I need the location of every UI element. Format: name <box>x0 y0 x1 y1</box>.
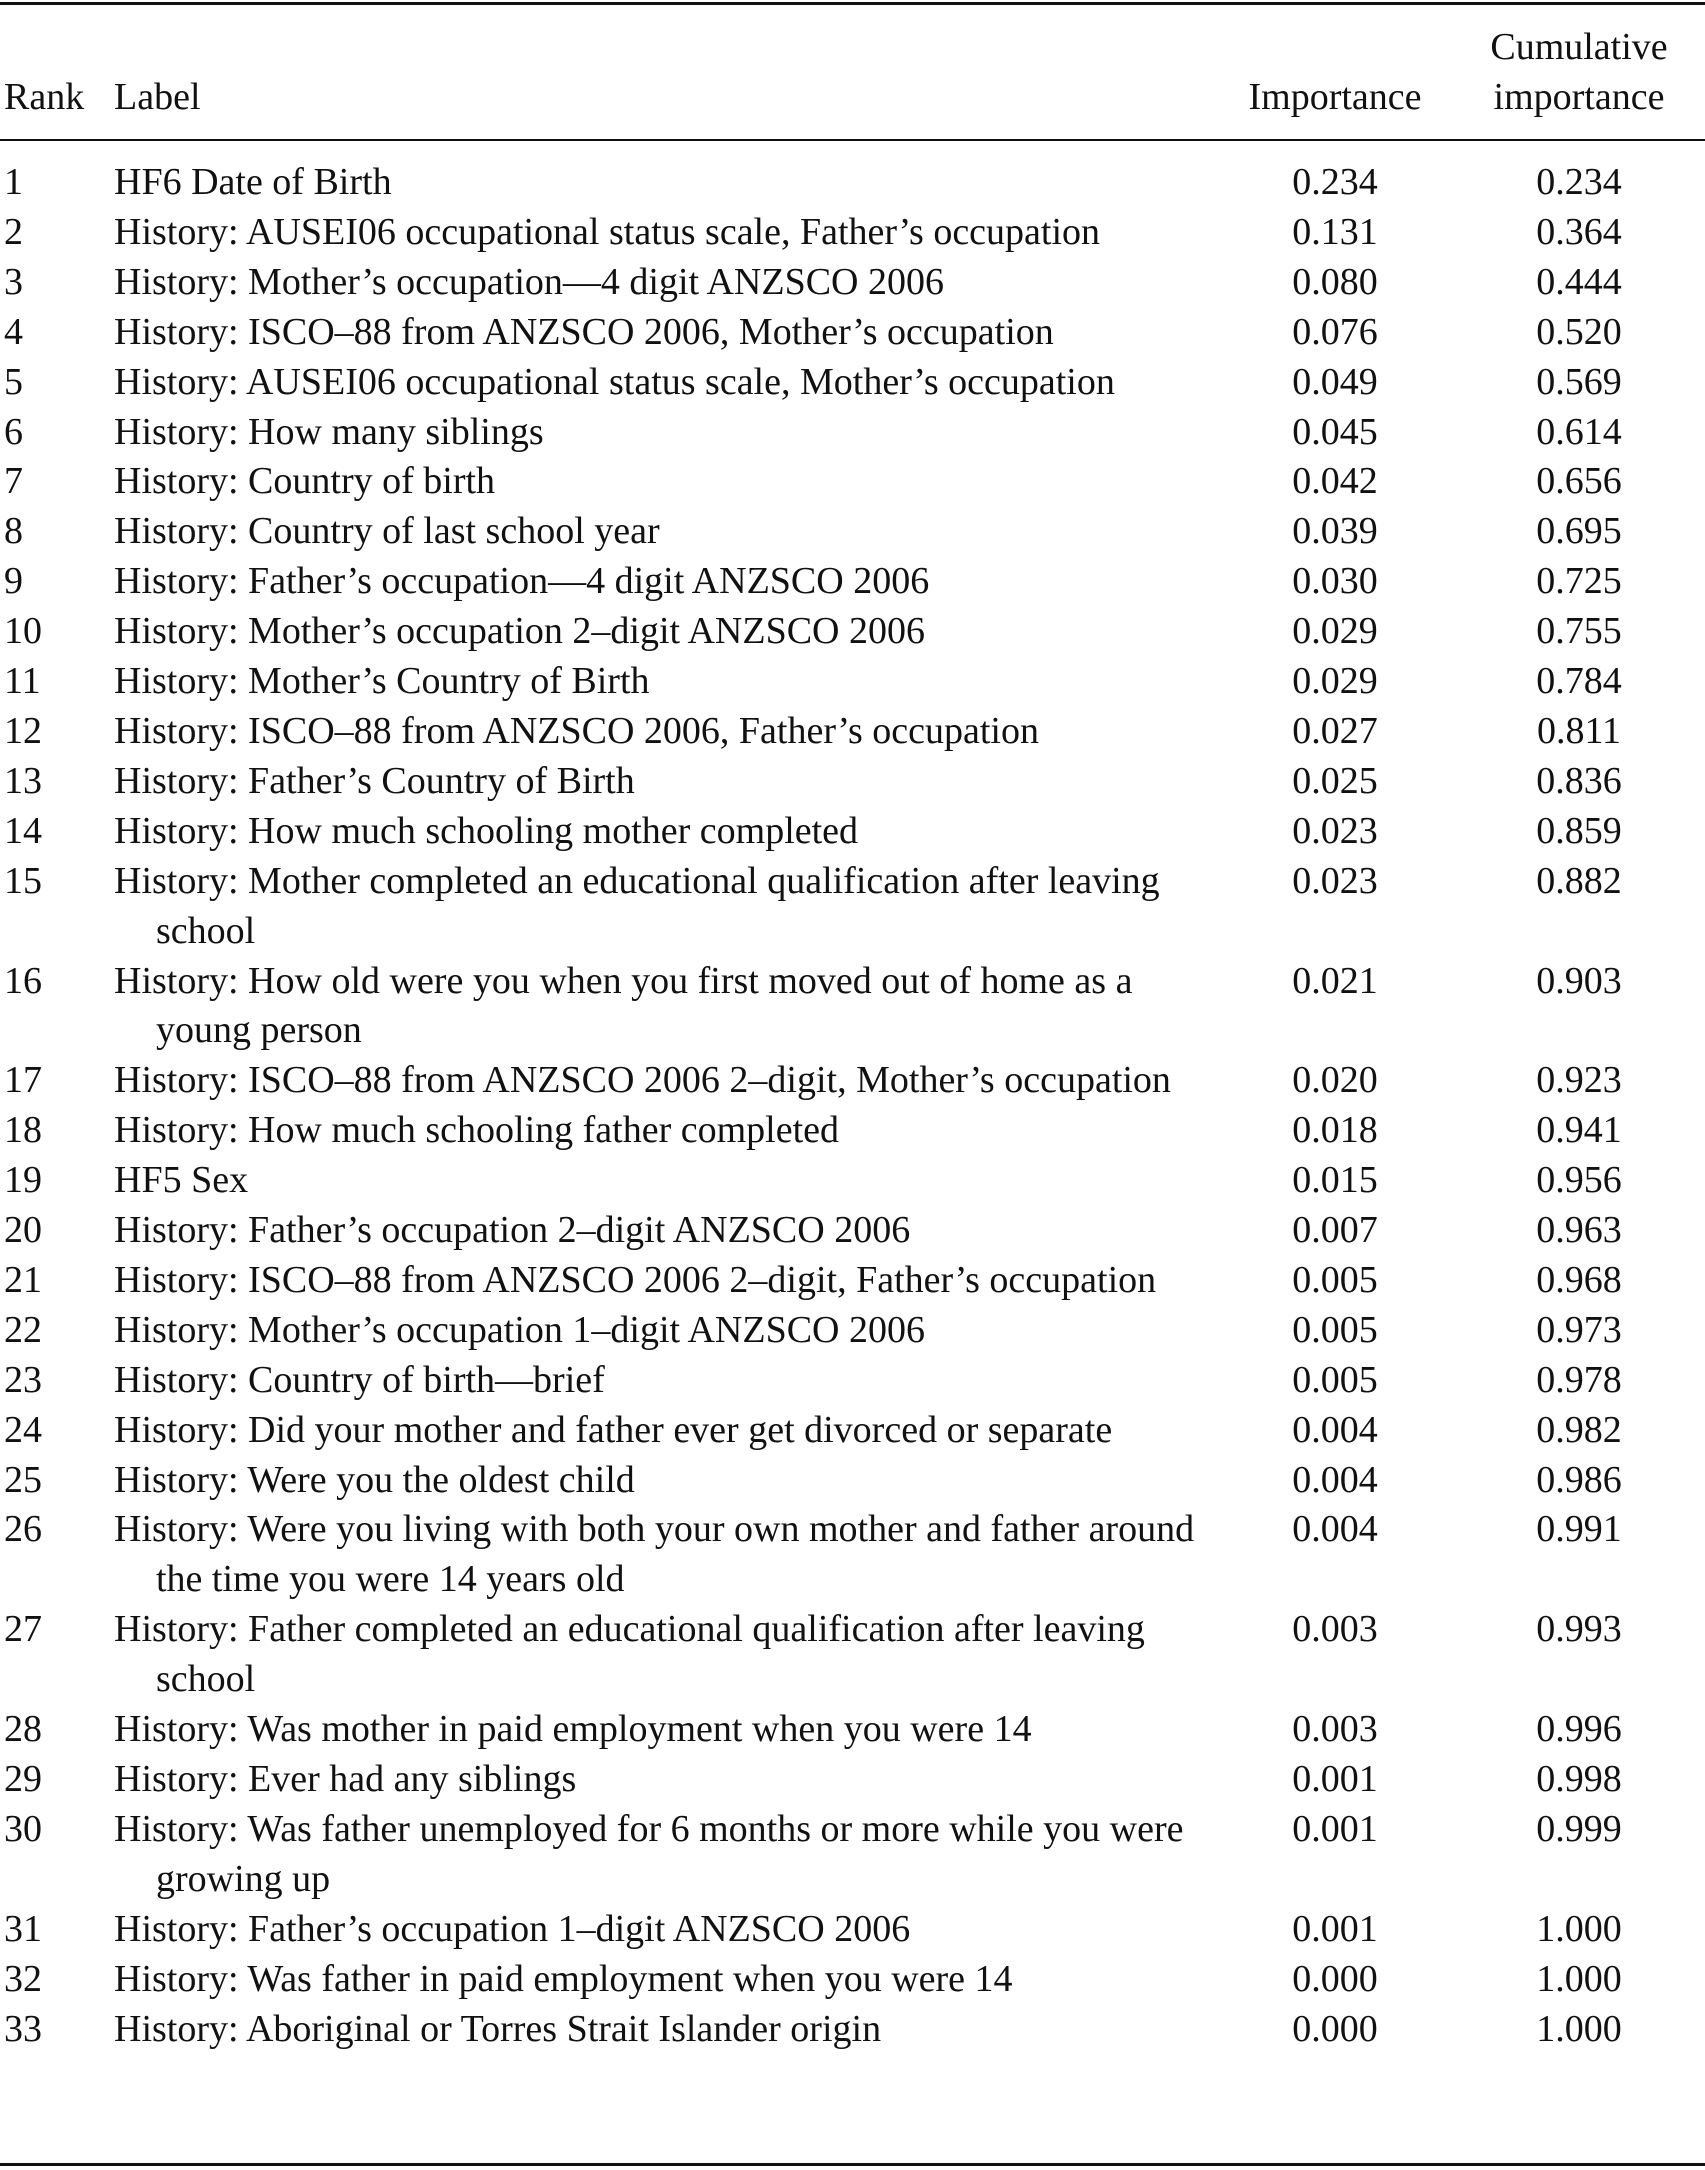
table-row <box>0 1505 1705 1605</box>
rank-cell: 2 <box>4 210 23 253</box>
label-cell: History: Father’s occupation 2–digit ANZSCO 2006 <box>114 1209 911 1252</box>
importance-cell: 0.003 <box>1292 1608 1378 1651</box>
importance-cell: 0.005 <box>1292 1308 1378 1351</box>
importance-cell: 0.001 <box>1292 1807 1378 1850</box>
rank-cell: 29 <box>4 1758 42 1800</box>
rank-cell: 12 <box>4 709 42 752</box>
table-row <box>0 408 1705 458</box>
table-row <box>0 308 1705 358</box>
table-row <box>0 2005 1705 2055</box>
cumulative-importance-cell: 1.000 <box>1536 1907 1622 1950</box>
importance-cell: 0.049 <box>1292 360 1378 403</box>
cumulative-importance-cell: 0.941 <box>1536 1109 1622 1152</box>
label-cell: History: Were you the oldest child <box>114 1458 635 1501</box>
table-row <box>0 1106 1705 1156</box>
label-cell: History: Aboriginal or Torres Strait Islander origin <box>114 2007 882 2050</box>
label-cell: History: Father’s Country of Birth <box>114 759 635 802</box>
table-row <box>0 258 1705 308</box>
table-row <box>0 557 1705 607</box>
cumulative-importance-cell: 0.234 <box>1536 161 1622 203</box>
table-top-rule <box>0 2 1705 5</box>
table-row <box>0 707 1705 757</box>
cumulative-importance-cell: 0.811 <box>1536 709 1622 752</box>
importance-cell: 0.027 <box>1292 709 1378 752</box>
rank-cell: 16 <box>4 959 42 1002</box>
label-cell: History: Mother’s occupation 1–digit ANZSCO 2006 <box>114 1308 925 1351</box>
cumulative-importance-cell: 0.520 <box>1536 310 1622 353</box>
table-row <box>0 1206 1705 1256</box>
cumulative-importance-cell: 0.444 <box>1536 260 1622 303</box>
rank-cell: 1 <box>4 161 23 203</box>
cumulative-importance-cell: 0.999 <box>1536 1807 1622 1850</box>
table-header <box>0 20 1705 130</box>
table-row <box>0 657 1705 707</box>
cumulative-importance-cell: 0.991 <box>1536 1508 1622 1551</box>
table-row <box>0 1356 1705 1406</box>
importance-cell: 0.005 <box>1292 1258 1378 1301</box>
cumulative-importance-cell: 0.903 <box>1536 959 1622 1002</box>
importance-cell: 0.023 <box>1292 859 1378 902</box>
table-row <box>0 807 1705 857</box>
rank-cell: 4 <box>4 310 23 353</box>
rank-cell: 10 <box>4 610 42 653</box>
cumulative-importance-cell: 0.569 <box>1536 360 1622 403</box>
importance-cell: 0.234 <box>1292 161 1378 203</box>
rank-cell: 6 <box>4 410 23 453</box>
importance-cell: 0.080 <box>1292 260 1378 303</box>
table-row <box>0 1805 1705 1905</box>
cumulative-importance-cell: 0.993 <box>1536 1608 1622 1651</box>
label-cell: History: How old were you when you first moved out of home as a young person <box>114 959 1133 1052</box>
importance-cell: 0.004 <box>1292 1408 1378 1451</box>
importance-cell: 0.005 <box>1292 1358 1378 1401</box>
rank-cell: 32 <box>4 1957 42 2000</box>
label-cell: History: Were you living with both your own mother and father around the time you were 14 years old <box>114 1508 1195 1601</box>
importance-cell: 0.029 <box>1292 660 1378 703</box>
table-row <box>0 607 1705 657</box>
importance-cell: 0.025 <box>1292 759 1378 802</box>
label-cell: History: Was father unemployed for 6 months or more while you were growing up <box>114 1807 1184 1900</box>
rank-cell: 22 <box>4 1308 42 1351</box>
cumulative-importance-cell: 0.859 <box>1536 809 1622 852</box>
importance-cell: 0.001 <box>1292 1907 1378 1950</box>
rank-cell: 21 <box>4 1258 42 1301</box>
importance-cell: 0.045 <box>1292 410 1378 453</box>
cumulative-importance-cell: 0.784 <box>1536 660 1622 703</box>
table-row <box>0 857 1705 957</box>
table-row <box>0 1406 1705 1456</box>
cumulative-importance-cell: 1.000 <box>1536 2007 1622 2050</box>
importance-cell: 0.076 <box>1292 310 1378 353</box>
label-cell: History: Father’s occupation—4 digit ANZSCO 2006 <box>114 560 930 603</box>
rank-cell: 3 <box>4 260 23 303</box>
header-label: Label <box>114 76 201 118</box>
rank-cell: 31 <box>4 1907 42 1950</box>
label-cell: History: Country of last school year <box>114 510 660 553</box>
table-row <box>0 507 1705 557</box>
table-row <box>0 208 1705 258</box>
cumulative-importance-cell: 0.968 <box>1536 1258 1622 1301</box>
cumulative-importance-cell: 0.725 <box>1536 560 1622 603</box>
table-row <box>0 1955 1705 2005</box>
rank-cell: 27 <box>4 1608 42 1651</box>
label-cell: History: ISCO–88 from ANZSCO 2006, Mother’s occupation <box>114 310 1054 353</box>
table-header-rule <box>0 139 1705 141</box>
table-row <box>0 358 1705 408</box>
label-cell: History: How much schooling father completed <box>114 1109 840 1152</box>
importance-cell: 0.004 <box>1292 1458 1378 1501</box>
label-cell: History: Mother’s Country of Birth <box>114 660 650 703</box>
importance-cell: 0.030 <box>1292 560 1378 603</box>
header-importance: Importance <box>1248 76 1422 118</box>
importance-cell: 0.039 <box>1292 510 1378 553</box>
cumulative-importance-cell: 0.973 <box>1536 1308 1622 1351</box>
rank-cell: 23 <box>4 1358 42 1401</box>
table-row <box>0 1605 1705 1705</box>
table-row <box>0 457 1705 507</box>
rank-cell: 19 <box>4 1159 42 1202</box>
cumulative-importance-cell: 0.956 <box>1536 1159 1622 1202</box>
rank-cell: 18 <box>4 1109 42 1152</box>
rank-cell: 33 <box>4 2007 42 2050</box>
table-row <box>0 1755 1705 1805</box>
rank-cell: 25 <box>4 1458 42 1501</box>
cumulative-importance-cell: 0.755 <box>1536 610 1622 653</box>
cumulative-importance-cell: 0.836 <box>1536 759 1622 802</box>
rank-cell: 24 <box>4 1408 42 1451</box>
importance-cell: 0.000 <box>1292 1957 1378 2000</box>
label-cell: History: Mother’s occupation—4 digit ANZSCO 2006 <box>114 260 944 303</box>
rank-cell: 20 <box>4 1209 42 1252</box>
table-row <box>0 1156 1705 1206</box>
label-cell: History: Father’s occupation 1–digit ANZSCO 2006 <box>114 1907 911 1950</box>
rank-cell: 5 <box>4 360 23 403</box>
rank-cell: 11 <box>4 660 41 703</box>
header-rank: Rank <box>4 76 85 118</box>
label-cell: History: How much schooling mother completed <box>114 809 859 852</box>
rank-cell: 8 <box>4 510 23 553</box>
importance-cell: 0.042 <box>1292 460 1378 503</box>
label-cell: History: How many siblings <box>114 410 544 453</box>
cumulative-importance-cell: 0.923 <box>1536 1059 1622 1102</box>
rank-cell: 13 <box>4 759 42 802</box>
label-cell: History: Ever had any siblings <box>114 1758 577 1800</box>
table-row <box>0 158 1705 208</box>
table-row <box>0 757 1705 807</box>
cumulative-importance-cell: 0.998 <box>1536 1758 1622 1800</box>
label-cell: History: Was father in paid employment when you were 14 <box>114 1957 1013 2000</box>
label-cell: History: ISCO–88 from ANZSCO 2006 2–digit, Father’s occupation <box>114 1258 1157 1301</box>
importance-cell: 0.003 <box>1292 1708 1378 1751</box>
label-cell: History: ISCO–88 from ANZSCO 2006, Father’s occupation <box>114 709 1039 752</box>
table-row <box>0 1905 1705 1955</box>
label-cell: History: Did your mother and father ever get divorced or separate <box>114 1408 1113 1451</box>
importance-cell: 0.021 <box>1292 959 1378 1002</box>
label-cell: History: Mother completed an educational qualification after leaving school <box>114 859 1160 952</box>
label-cell: History: ISCO–88 from ANZSCO 2006 2–digit, Mother’s occupation <box>114 1059 1171 1102</box>
label-cell: History: AUSEI06 occupational status scale, Mother’s occupation <box>114 360 1115 403</box>
importance-cell: 0.004 <box>1292 1508 1378 1551</box>
cumulative-importance-cell: 0.978 <box>1536 1358 1622 1401</box>
cumulative-importance-cell: 0.996 <box>1536 1708 1622 1751</box>
label-cell: History: Country of birth <box>114 460 496 503</box>
importance-cell: 0.000 <box>1292 2007 1378 2050</box>
table-row <box>0 957 1705 1057</box>
importance-cell: 0.029 <box>1292 610 1378 653</box>
cumulative-importance-cell: 1.000 <box>1536 1957 1622 2000</box>
importance-cell: 0.018 <box>1292 1109 1378 1152</box>
cumulative-importance-cell: 0.982 <box>1536 1408 1622 1451</box>
rank-cell: 15 <box>4 859 42 902</box>
rank-cell: 14 <box>4 809 42 852</box>
label-cell: HF5 Sex <box>114 1159 249 1202</box>
cumulative-importance-cell: 0.364 <box>1536 210 1622 253</box>
cumulative-importance-cell: 0.656 <box>1536 460 1622 503</box>
cumulative-importance-cell: 0.986 <box>1536 1458 1622 1501</box>
importance-cell: 0.015 <box>1292 1159 1378 1202</box>
label-cell: History: AUSEI06 occupational status scale, Father’s occupation <box>114 210 1101 253</box>
label-cell: History: Father completed an educational qualification after leaving school <box>114 1608 1145 1701</box>
table-row <box>0 1705 1705 1755</box>
importance-cell: 0.131 <box>1292 210 1378 253</box>
importance-cell: 0.007 <box>1292 1209 1378 1252</box>
importance-cell: 0.001 <box>1292 1758 1378 1800</box>
table-bottom-rule <box>0 2163 1705 2166</box>
cumulative-importance-cell: 0.614 <box>1536 410 1622 453</box>
table-row <box>0 1256 1705 1306</box>
label-cell: HF6 Date of Birth <box>114 161 392 203</box>
rank-cell: 26 <box>4 1508 42 1551</box>
label-cell: History: Country of birth—brief <box>114 1358 605 1401</box>
rank-cell: 7 <box>4 460 23 503</box>
table-body <box>0 158 1705 2054</box>
importance-cell: 0.023 <box>1292 809 1378 852</box>
label-cell: History: Was mother in paid employment when you were 14 <box>114 1708 1032 1751</box>
header-cumulative-importance: Cumulative importance <box>1490 26 1668 118</box>
rank-cell: 9 <box>4 560 23 603</box>
cumulative-importance-cell: 0.882 <box>1536 859 1622 902</box>
rank-cell: 30 <box>4 1807 42 1850</box>
rank-cell: 17 <box>4 1059 42 1102</box>
cumulative-importance-cell: 0.963 <box>1536 1209 1622 1252</box>
table-row <box>0 1456 1705 1506</box>
rank-cell: 28 <box>4 1708 42 1751</box>
cumulative-importance-cell: 0.695 <box>1536 510 1622 553</box>
importance-cell: 0.020 <box>1292 1059 1378 1102</box>
table-row <box>0 1306 1705 1356</box>
label-cell: History: Mother’s occupation 2–digit ANZSCO 2006 <box>114 610 925 653</box>
table-row <box>0 1056 1705 1106</box>
